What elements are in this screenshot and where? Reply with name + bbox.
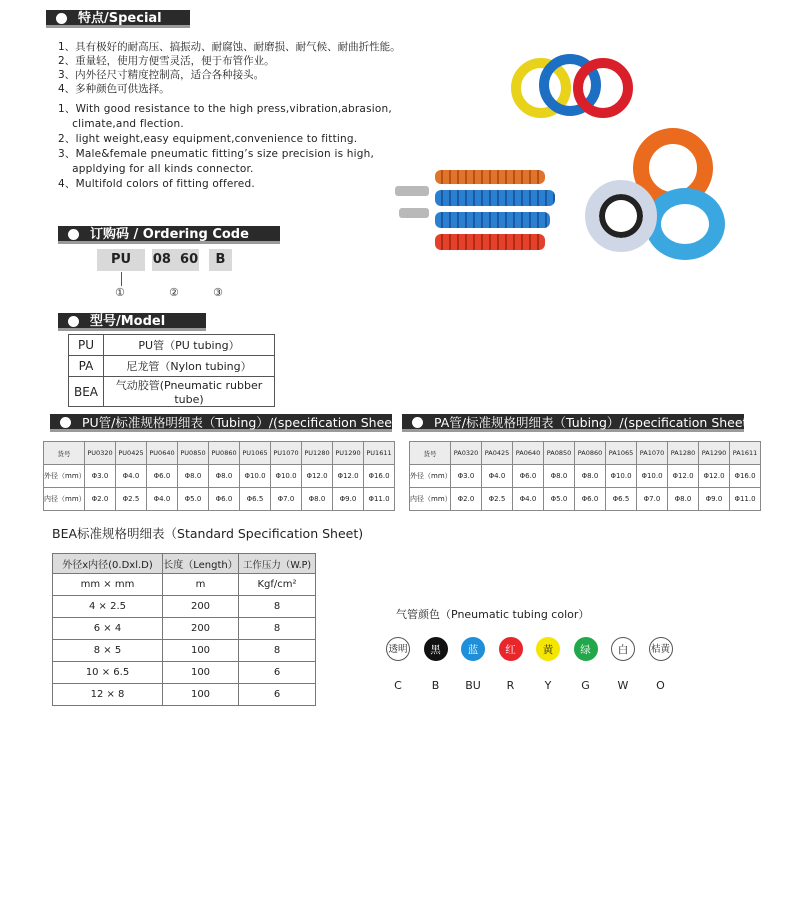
column-header-model: PU0860	[209, 442, 240, 465]
spec-cell: Φ4.0	[482, 465, 513, 488]
spec-cell: Φ12.0	[699, 465, 730, 488]
feature-en-line: 2、light weight,easy equipment,convenience to fitting.	[58, 133, 358, 145]
feature-cn-line: 1、具有极好的耐高压、搞振动、耐腐蚀、耐磨损、耐气候、耐曲折性能。	[58, 41, 401, 53]
bullet-dot-icon	[60, 417, 71, 428]
column-header-model: PU1611	[364, 442, 395, 465]
bea-header-cell: 外径x内径(0.Dxl.D)	[53, 554, 163, 574]
pa-spec-table	[409, 441, 761, 511]
features-header-label: 特点/Special	[78, 11, 162, 26]
spec-cell: Φ2.5	[482, 488, 513, 511]
bea-header-cell: 长度（Length）	[163, 554, 239, 574]
bullet-dot-icon	[68, 229, 79, 240]
color-code-label: Y	[544, 679, 552, 692]
ordering-header-label: 订购码 / Ordering Code	[90, 227, 249, 242]
bea-cell: 100	[163, 684, 239, 706]
bea-cell: 200	[163, 618, 239, 640]
spec-cell: Φ9.0	[333, 488, 364, 511]
spec-cell: Φ8.0	[575, 465, 606, 488]
ordering-code-box-3: B	[209, 249, 232, 271]
spec-cell: Φ8.0	[209, 465, 240, 488]
table-row	[44, 488, 395, 511]
model-header-label: 型号/Model	[90, 314, 166, 329]
bea-cell: 8	[239, 618, 316, 640]
spec-cell: Φ10.0	[240, 465, 271, 488]
ordering-code-box-1: PU	[97, 249, 145, 271]
table-row	[53, 684, 316, 706]
spec-cell: Φ2.0	[451, 488, 482, 511]
bea-unit-cell: mm × mm	[53, 574, 163, 596]
table-row	[410, 442, 761, 465]
feature-en-line: appldying for all kinds connector.	[58, 163, 254, 175]
column-header-model: PU1290	[333, 442, 364, 465]
table-row	[69, 356, 275, 377]
color-swatch: 黄	[536, 637, 560, 661]
table-row	[53, 596, 316, 618]
column-header-item: 货号	[44, 442, 85, 465]
column-header-model: PA1280	[668, 442, 699, 465]
color-code-label: O	[656, 679, 665, 692]
bea-header-cell: 工作压力（W.P)	[239, 554, 316, 574]
spec-cell: Φ9.0	[699, 488, 730, 511]
model-desc: 气动胶管(Pneumatic rubber tube)	[104, 377, 275, 407]
table-row	[53, 662, 316, 684]
model-desc: PU管（PU tubing）	[104, 335, 275, 356]
spec-cell: Φ6.0	[575, 488, 606, 511]
color-code-label: W	[617, 679, 629, 692]
bullet-dot-icon	[68, 316, 79, 327]
column-header-model: PA1611	[730, 442, 761, 465]
feature-en-line: climate,and flection.	[58, 118, 184, 130]
spec-cell: Φ7.0	[271, 488, 302, 511]
pu-spec-table	[43, 441, 395, 511]
spec-cell: Φ16.0	[364, 465, 395, 488]
color-section-title: 气管颜色（Pneumatic tubing color）	[396, 608, 590, 621]
spec-cell: Φ4.0	[147, 488, 178, 511]
product-photo-reels	[585, 128, 730, 258]
column-header-model: PU1065	[240, 442, 271, 465]
spec-cell: Φ8.0	[302, 488, 333, 511]
table-row	[410, 488, 761, 511]
pa-table-header	[402, 414, 753, 432]
ordering-header	[58, 226, 280, 244]
bea-unit-cell: Kgf/cm²	[239, 574, 316, 596]
feature-cn-line: 4、多种颜色可供选择。	[58, 83, 170, 95]
spec-cell: Φ10.0	[637, 465, 668, 488]
ordering-connector-line	[121, 272, 122, 286]
feature-en-line: 4、Multifold colors of fitting offered.	[58, 178, 255, 190]
bea-cell: 10 × 6.5	[53, 662, 163, 684]
feature-cn-line: 3、内外径尺寸精度控制高，适合各种接头。	[58, 69, 265, 81]
column-header-model: PA0640	[513, 442, 544, 465]
ordering-number-2: ②	[169, 286, 179, 299]
ordering-number-1: ①	[115, 286, 125, 299]
column-header-model: PU0850	[178, 442, 209, 465]
spec-cell: Φ4.0	[116, 465, 147, 488]
pu-table-header-label: PU管/标准规格明细表（Tubing）/(specification Sheet)	[82, 415, 402, 430]
bea-unit-cell: m	[163, 574, 239, 596]
bea-cell: 6 × 4	[53, 618, 163, 640]
spec-cell: Φ12.0	[333, 465, 364, 488]
column-header-model: PU0320	[85, 442, 116, 465]
color-swatch: 绿	[574, 637, 598, 661]
spec-cell: Φ11.0	[730, 488, 761, 511]
bea-cell: 12 × 8	[53, 684, 163, 706]
spec-cell: Φ8.0	[668, 488, 699, 511]
product-photo-spiral-hoses	[395, 168, 555, 258]
row-header-cell: 外径（mm）	[44, 465, 85, 488]
spec-cell: Φ8.0	[544, 465, 575, 488]
color-code-label: BU	[465, 679, 481, 692]
table-row	[44, 442, 395, 465]
bea-cell: 100	[163, 640, 239, 662]
table-row	[53, 574, 316, 596]
model-header	[58, 313, 206, 331]
spec-cell: Φ3.0	[85, 465, 116, 488]
row-header-cell: 内径（mm）	[410, 488, 451, 511]
color-code-label: G	[581, 679, 590, 692]
spec-cell: Φ2.5	[116, 488, 147, 511]
table-row	[69, 377, 275, 407]
features-cn-list	[58, 40, 401, 96]
spec-cell: Φ6.0	[209, 488, 240, 511]
table-row	[53, 640, 316, 662]
column-header-model: PA0850	[544, 442, 575, 465]
bea-cell: 6	[239, 684, 316, 706]
spec-cell: Φ11.0	[364, 488, 395, 511]
column-header-model: PA0860	[575, 442, 606, 465]
spec-cell: Φ2.0	[85, 488, 116, 511]
column-header-item: 货号	[410, 442, 451, 465]
ordering-code-box-2: 08 60	[152, 249, 199, 271]
spec-cell: Φ6.5	[606, 488, 637, 511]
spec-cell: Φ7.0	[637, 488, 668, 511]
spec-cell: Φ12.0	[302, 465, 333, 488]
model-table	[68, 334, 275, 407]
bea-cell: 100	[163, 662, 239, 684]
color-code-label: R	[506, 679, 515, 692]
features-header	[46, 10, 190, 28]
spec-cell: Φ6.0	[147, 465, 178, 488]
spec-cell: Φ10.0	[606, 465, 637, 488]
spec-cell: Φ3.0	[451, 465, 482, 488]
ordering-number-3: ③	[213, 286, 223, 299]
model-code: PA	[69, 356, 104, 377]
features-en-list	[58, 102, 392, 192]
bullet-dot-icon	[412, 417, 423, 428]
bea-cell: 8	[239, 640, 316, 662]
column-header-model: PA0425	[482, 442, 513, 465]
column-header-model: PA0320	[451, 442, 482, 465]
spec-cell: Φ8.0	[178, 465, 209, 488]
spec-cell: Φ4.0	[513, 488, 544, 511]
table-row	[44, 465, 395, 488]
spec-cell: Φ6.5	[240, 488, 271, 511]
spec-cell: Φ16.0	[730, 465, 761, 488]
column-header-model: PA1065	[606, 442, 637, 465]
color-code-label: B	[431, 679, 440, 692]
pu-table-header	[50, 414, 402, 432]
color-swatch: 桔黄	[649, 637, 673, 661]
row-header-cell: 外径（mm）	[410, 465, 451, 488]
table-row	[53, 618, 316, 640]
spec-cell: Φ10.0	[271, 465, 302, 488]
spec-cell: Φ12.0	[668, 465, 699, 488]
table-row	[69, 335, 275, 356]
column-header-model: PA1070	[637, 442, 668, 465]
column-header-model: PU1280	[302, 442, 333, 465]
pa-table-header-label: PA管/标准规格明细表（Tubing）/(specification Sheet)	[434, 415, 753, 430]
bea-table-title: BEA标准规格明细表（Standard Specification Sheet)	[52, 526, 364, 541]
color-code-label: C	[394, 679, 402, 692]
column-header-model: PA1290	[699, 442, 730, 465]
bullet-dot-icon	[56, 13, 67, 24]
spec-cell: Φ6.0	[513, 465, 544, 488]
bea-cell: 8	[239, 596, 316, 618]
column-header-model: PU0425	[116, 442, 147, 465]
bea-spec-table	[52, 553, 316, 706]
spec-cell: Φ5.0	[178, 488, 209, 511]
color-swatch: 透明	[386, 637, 410, 661]
column-header-model: PU1070	[271, 442, 302, 465]
model-desc: 尼龙管（Nylon tubing）	[104, 356, 275, 377]
spec-cell: Φ5.0	[544, 488, 575, 511]
color-swatch: 蓝	[461, 637, 485, 661]
row-header-cell: 内径（mm）	[44, 488, 85, 511]
model-code: PU	[69, 335, 104, 356]
feature-en-line: 3、Male&female pneumatic fitting’s size precision is high,	[58, 148, 375, 160]
bea-cell: 8 × 5	[53, 640, 163, 662]
bea-cell: 4 × 2.5	[53, 596, 163, 618]
column-header-model: PU0640	[147, 442, 178, 465]
feature-en-line: 1、With good resistance to the high press,vibration,abrasion,	[58, 103, 392, 115]
bea-cell: 200	[163, 596, 239, 618]
bea-cell: 6	[239, 662, 316, 684]
color-swatch: 红	[499, 637, 523, 661]
table-row	[53, 554, 316, 574]
color-swatch: 黑	[424, 637, 448, 661]
color-swatch: 白	[611, 637, 635, 661]
table-row	[410, 465, 761, 488]
model-code: BEA	[69, 377, 104, 407]
product-photo-coils	[505, 50, 640, 130]
feature-cn-line: 2、重量轻，使用方便雪灵活，便于布管作业。	[58, 55, 275, 67]
